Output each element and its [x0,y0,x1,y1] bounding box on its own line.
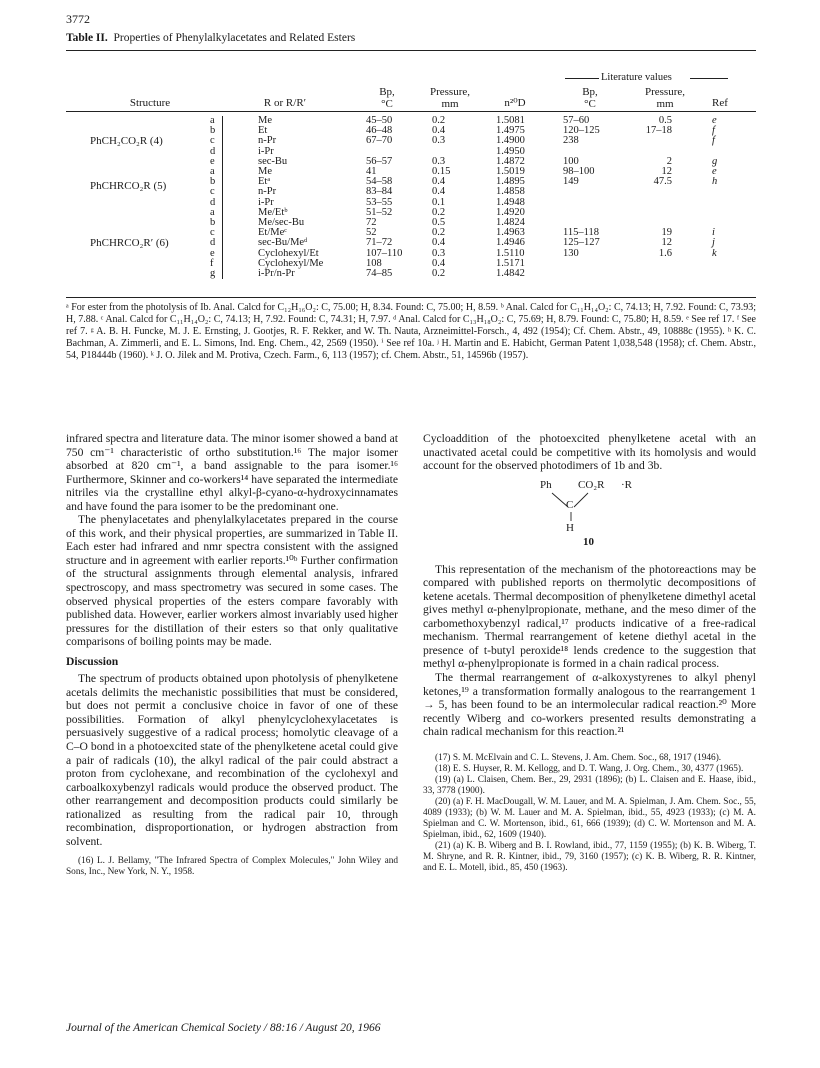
header-bp-unit: °C [381,98,393,110]
table-cell-bp: 46–48 [366,125,393,137]
table-cell-lbp: 238 [563,135,579,147]
reference-21: (21) (a) K. B. Wiberg and B. I. Rowland, ibid., 77, 1159 (1955); (b) K. B. Wiberg, T. M. Shryne, and R. R. Kintner, ibid., 79, 3160 (1957); (c) K. B. Wiberg, R. R. Kintner, and E. L. Motell, ibid., 85, 450 (1963). [423,840,756,873]
struct-radical-r: ·R [621,478,632,491]
table-cell-bp: 83–84 [366,186,393,198]
table-cell-r: Et/Meᶜ [258,227,287,239]
table-cell-p: 0.3 [432,135,446,147]
table-cell-bp: 67–70 [366,135,393,147]
table-cell-ref: k [712,247,717,259]
table-cell-p: 0.15 [432,166,451,177]
table-cell-id: a [210,115,215,126]
table-cell-id: d [210,145,216,157]
table-cell-lbp: 115–118 [563,227,599,239]
table-cell-r: Me [258,166,272,177]
table-cell-id: a [210,166,215,177]
table-cell-ref: e [712,166,717,177]
table-cell-p: 0.4 [432,186,446,198]
table-cell-r: sec-Bu [258,155,288,167]
table-cell-p: 0.4 [432,125,446,137]
table-cell-r: sec-Bu/Meᵈ [258,237,308,249]
table-cell-p: 0.2 [432,227,446,239]
table-cell-bp: 56–57 [366,155,393,167]
journal-footer: Journal of the American Chemical Society / 88:16 / August 20, 1966 [66,1022,381,1034]
table-cell-ref: f [712,135,715,147]
table-cell-n: 1.5171 [496,257,525,269]
reference-19: (19) (a) L. Claisen, Chem. Ber., 29, 2931 (1896); (b) L. Claisen and E. Haase, ibid., 33, 3778 (1900). [423,774,756,796]
group-brace [222,167,228,208]
table-cell-n: 1.4975 [496,125,525,137]
table-cell-lbp: 125–127 [563,237,600,249]
table-cell-p: 0.4 [432,257,446,269]
table-cell-p: 0.2 [432,115,446,126]
table-cell-p: 0.5 [432,217,446,228]
table-cell-lp: 12 [661,237,672,249]
group-brace [222,116,228,167]
table-cell-r: Me/sec-Bu [258,217,305,228]
table-cell-bp: 41 [366,166,377,177]
table-cell-n: 1.4920 [496,206,525,218]
reference-20: (20) (a) F. H. MacDougall, W. M. Lauer, and M. A. Spielman, J. Am. Chem. Soc., 55, 4089 (1933); (b) W. M. Lauer and M. A. Spielman, ibid., 55, 4923 (1933); (c) M. A. Spielman and C. W. Mortenson, ibid., 61, 666 (1939); (d) C. W. Mortenson and M. A. Spielman, ibid., 62, 1609 (1940). [423,796,756,840]
table-cell-p: 0.4 [432,176,446,188]
table-cell-lbp: 57–60 [563,115,590,126]
table-cell-n: 1.4824 [496,217,525,228]
header-bp [362,86,412,110]
header-r: R or R/R′ [263,97,307,109]
table-cell-bp: 74–85 [366,268,393,279]
table-cell-lp: 1.6 [658,247,672,259]
table-cell-n: 1.5110 [496,247,525,259]
table-cell-n: 1.4950 [496,145,525,157]
group-structure-label: PhCHRCO₂R′ (6) [90,236,169,249]
table-cell-id: g [210,268,216,279]
table-cell-id: b [210,176,216,188]
table-cell-lbp: 98–100 [563,166,595,177]
table-cell-bp: 71–72 [366,237,393,249]
table-cell-n: 1.5019 [496,166,525,177]
table-label: Table II. [66,32,108,44]
lit-header-line-right [690,78,728,79]
table-cell-n: 1.4948 [496,196,525,208]
table-cell-r: Etᵃ [258,176,271,188]
right-references [423,753,756,874]
discussion-heading: Discussion [66,654,119,668]
table-cell-lp: 0.5 [658,115,672,126]
table-title [66,32,355,44]
right-paragraph-2: This representation of the mechanism of the photoreactions may be compared with published reports on thermolytic decompositions of ketene acetals. Thermal decomposition of phenylketene dimethyl acetal gives methyl α-phenylpropionate, methane, and the meso dimer of the carbomethoxybenzyl radical,¹⁷ products indicative of a free-radical mechanism. Thermal rearrangement of ketene diethyl acetal in the presence of t-butyl peroxide¹⁸ lends credence to the suggestion that methyl α-phenylpropionate is formed in a chain radical process. [423,562,756,671]
header-bp-label: Bp, [379,86,395,98]
table-cell-id: c [210,135,215,147]
group-brace [222,208,228,279]
struct-number: 10 [583,535,594,548]
reference-16: (16) L. J. Bellamy, "The Infrared Spectra of Complex Molecules," John Wiley and Sons, Inc., New York, N. Y., 1958. [66,856,398,878]
table-cell-n: 1.4858 [496,186,525,198]
table-cell-p: 0.4 [432,237,446,249]
left-paragraph-2: The phenylacetates and phenylalkylacetates prepared in the course of this work, and their physical properties, are summarized in Table II. Each ester had infrared and nmr spectra consistent with the assigned structure and in agreement with earlier reports.¹⁰ᵇ Further confirmation of the structural assignments through elemental analysis, infrared spectroscopy, and mass spectrometry was secured in some cases. The observed physical properties of the esters compare favorably with published data. However, earlier workers almost invariably used higher pressures for the distillation of their esters so that only qualitative comparisons of boiling points may be made. [66,513,398,649]
table-cell-id: d [210,196,216,208]
table-cell-p: 0.3 [432,155,446,167]
header-lit-bp [570,86,610,110]
struct-h: H [566,521,574,534]
table-cell-bp: 72 [366,217,377,228]
table-cell-id: f [210,257,214,269]
table-cell-n: 1.4842 [496,268,525,279]
header-lit-bp-label: Bp, [582,86,598,98]
table-cell-n: 1.4872 [496,155,525,167]
header-pressure-label: Pressure, [429,86,471,98]
table-cell-bp: 107–110 [366,247,403,259]
table-cell-ref: i [712,227,715,239]
struct-bond-ch [568,512,574,522]
reference-18: (18) E. S. Huyser, R. M. Kellogg, and D. T. Wang, J. Org. Chem., 30, 4377 (1965). [435,763,744,774]
table-cell-lp: 12 [661,166,672,177]
table-cell-lp: 19 [661,227,672,239]
table-bottom-rule [66,297,756,298]
header-pressure-unit: mm [441,98,459,110]
right-paragraph-3: The thermal rearrangement of α-alkoxystyrenes to alkyl phenyl ketones,¹⁹ a transformation formally analogous to the rearrangement 1 → 5, has been found to be an intermolecular radical reaction.²⁰ More recently Wiberg and co-workers presented results demonstrating a chain radical mechanism for this reaction.²¹ [423,671,756,739]
table-cell-bp: 108 [366,257,382,269]
table-cell-ref: j [712,237,715,249]
table-cell-r: Et [258,125,268,137]
table-cell-ref: f [712,125,715,137]
table-cell-n: 1.5081 [496,115,525,126]
left-references [66,856,398,878]
table-cell-id: e [210,247,215,259]
table-cell-r: i-Pr/n-Pr [258,268,295,279]
lit-values-header: Literature values [601,72,672,83]
table-cell-p: 0.1 [432,196,446,208]
table-cell-r: i-Pr [258,196,274,208]
table-cell-p: 0.2 [432,268,446,279]
table-cell-ref: e [712,115,717,126]
table-cell-ref: g [712,155,718,167]
table-cell-lbp: 100 [563,155,579,167]
table-cell-p: 0.3 [432,247,446,259]
table-cell-n: 1.4900 [496,135,525,147]
header-pressure [420,86,480,110]
page-number: 3772 [66,12,90,26]
table-cell-id: e [210,155,215,167]
table-cell-n: 1.4946 [496,237,525,249]
structure-10 [423,473,756,551]
table-cell-id: b [210,217,216,228]
table-footnotes: ᵃ For ester from the photolysis of Ib. Anal. Calcd for C₁₂H₁₆O₂: C, 75.00; H, 8.34. Found: C, 75.00; H, 8.59. ᵇ Anal. Calcd for C₁₁H₁₄O₂: C, 74.13; H, 7.92. Found: C, 73.93; H, 7.88. ᶜ Anal. Calcd for C₁₁H₁₄O₂: C, 74.13; H, 7.92. Found: C, 74.31; H, 7.97. ᵈ Anal. Calcd for C₁₃H₁₈O₂: C, 75.69; H, 8.79. Found: C, 75.80; H, 8.59. ᵉ See ref 17. ᶠ See ref 7. ᵍ A. B. H. Funcke, M. J. E. Ernsting, J. Gootjes, R. F. Rekker, and W. Th. Nauta, Arzneimittel-Forsch., 4, 492 (1954); Cf. Chem. Abstr., 49, 10888c (1955). ʰ K. C. Bachman, A. Zimmerli, and E. L. Simons, Ind. Eng. Chem., 42, 2569 (1950). ⁱ See ref 10a. ʲ H. Martin and E. Habicht, German Patent 1,038,548 (1958); cf. Chem. Abstr., 54, P18444b (1960). ᵏ J. O. Jilek and M. Protiva, Czech. Farm., 6, 113 (1957); cf. Chem. Abstr., 51, 14596b (1957). [66,302,756,361]
table-cell-bp: 45–50 [366,115,393,126]
header-lit-bp-unit: °C [584,98,596,110]
table-cell-lp: 2 [666,155,672,167]
table-cell-bp: 52 [366,227,377,239]
struct-c: C [566,498,574,511]
table-cell-id: d [210,237,216,249]
table-header-rule [66,111,756,112]
table-cell-r: n-Pr [258,186,277,198]
header-ref: Ref [712,97,728,109]
right-paragraph-1: Cycloaddition of the photoexcited phenylketene acetal with an unactivated acetal could be competitive with its homolysis and would account for the observed photodimers of 1b and 3b. [423,432,756,473]
struct-co2r: CO₂R [578,478,605,491]
table-cell-id: b [210,125,216,137]
lit-header-line-left [565,78,599,79]
left-column [66,432,398,878]
table-cell-r: i-Pr [258,145,274,157]
header-lit-pressure-unit: mm [656,98,674,110]
table-cell-id: c [210,186,215,198]
table-cell-lbp: 149 [563,176,579,188]
table-cell-r: Me/Etᵇ [258,206,288,218]
table-cell-r: Cyclohexyl/Me [258,257,324,269]
table-cell-ref: h [712,176,718,188]
header-nd: n²⁰D [504,97,526,109]
left-paragraph-1: infrared spectra and literature data. The minor isomer showed a band at 750 cm⁻¹ characteristic of ortho substitution.¹⁶ The major isomer absorbed at 820 cm⁻¹, a band assignable to the para isomer.¹⁶ Furthermore, Skinner and co-workers¹⁴ have separated the intermediate nitriles via the crystalline ethyl alkyl-β-cyano-α-hydroxycinnamates and have found the para isomer to be the predominant one. [66,432,398,513]
table-cell-bp: 51–52 [366,206,393,218]
table-cell-id: c [210,227,215,239]
header-lit-pressure-label: Pressure, [644,86,686,98]
right-column [423,432,756,874]
table-cell-bp: 54–58 [366,176,393,188]
table-cell-p: 0.2 [432,206,446,218]
table-cell-n: 1.4895 [496,176,525,188]
group-structure-label: PhCH₂CO₂R (4) [90,134,163,147]
table-cell-lbp: 120–125 [563,125,600,137]
table-cell-r: Cyclohexyl/Et [258,247,319,259]
left-paragraph-3: The spectrum of products obtained upon photolysis of phenylketene acetals delimits the mechanistic possibilities that must be considered, but does not permit a conclusive choice in favor of one of these possibilities. Formation of alkyl phenylcyclohexylacetates is persuasively suggestive of a radical process; homolytic cleavage of a C–O bond in a photoexcited state of the phenylketene acetal could give a pair of radicals (10), the alkyl radical of the pair could abstract a proton from cyclohexane, and recombination of the cyclohexyl and carboalkoxybenzyl radicals would produce the observed product. The other rearrangement and decomposition products could similarly be rationalized as resulting from the radical pair 10, through recombination, disproportionation, or hydrogen abstraction from solvent. [66,672,398,848]
table-top-rule [66,50,756,51]
table-caption: Properties of Phenylalkylacetates and Related Esters [113,32,356,44]
reference-17: (17) S. M. McElvain and C. L. Stevens, J. Am. Chem. Soc., 68, 1917 (1946). [435,752,722,763]
table-cell-lp: 47.5 [653,176,672,188]
table-cell-lp: 17–18 [645,125,672,137]
table-cell-r: n-Pr [258,135,277,147]
table-cell-lbp: 130 [563,247,579,259]
table-cell-id: a [210,206,215,218]
header-lit-pressure [635,86,695,110]
header-structure: Structure [129,97,171,109]
table-cell-n: 1.4963 [496,227,525,239]
group-structure-label: PhCHRCO₂R (5) [90,180,167,193]
table-cell-r: Me [258,115,272,126]
table-cell-bp: 53–55 [366,196,393,208]
struct-ph: Ph [540,478,552,491]
